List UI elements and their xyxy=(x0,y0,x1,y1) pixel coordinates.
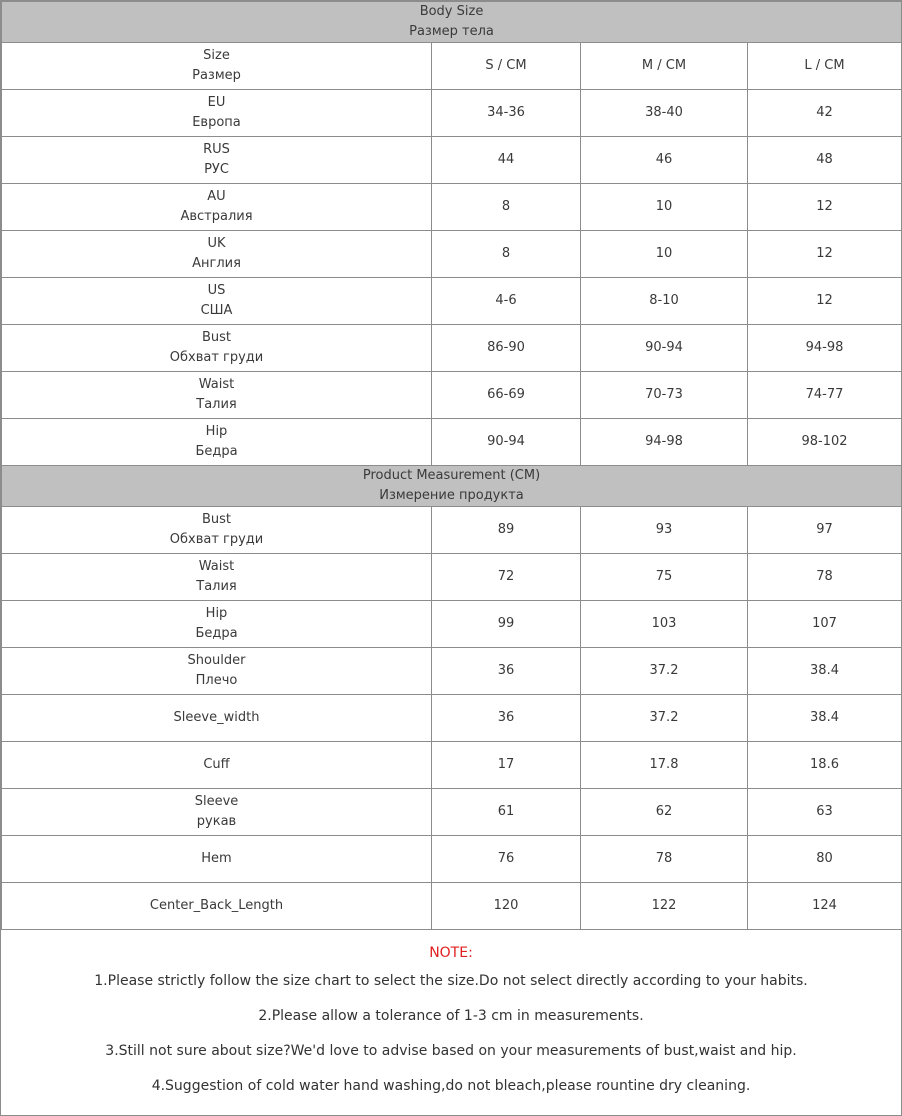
body-size-title: Body Size xyxy=(419,4,484,19)
cell-value-m: 103 xyxy=(581,601,748,648)
cell-value-s: 17 xyxy=(432,742,581,789)
table-row xyxy=(2,372,902,419)
cell-value-s: 44 xyxy=(432,137,581,184)
row-label: Waist xyxy=(198,559,235,574)
product-measurement-header xyxy=(2,466,902,507)
cell-value-m: 93 xyxy=(581,507,748,554)
cell-value-m: 10 xyxy=(581,231,748,278)
row-label: UK xyxy=(207,236,226,251)
cell-value-s: 76 xyxy=(432,836,581,883)
column-header-s: S / CM xyxy=(432,43,581,90)
table-row xyxy=(2,789,902,836)
table-row xyxy=(2,231,902,278)
table-row xyxy=(2,601,902,648)
cell-value-m: 37.2 xyxy=(581,695,748,742)
cell-value-l: 42 xyxy=(748,90,902,137)
product-row-label-cell xyxy=(2,695,432,742)
product-row-label-cell xyxy=(2,789,432,836)
table-row xyxy=(2,695,902,742)
row-label: AU xyxy=(207,189,226,204)
product-row-label-cell xyxy=(2,554,432,601)
table-row xyxy=(2,325,902,372)
product-row-label-cell xyxy=(2,507,432,554)
cell-value-l: 124 xyxy=(748,883,902,930)
body-size-row-label-cell xyxy=(2,137,432,184)
row-label-ru: Бедра xyxy=(195,626,238,641)
cell-value-m: 90-94 xyxy=(581,325,748,372)
row-label: Center_Back_Length xyxy=(149,898,284,913)
body-size-header xyxy=(2,2,902,43)
row-label-ru: Европа xyxy=(192,115,241,130)
cell-value-m: 122 xyxy=(581,883,748,930)
row-label: Cuff xyxy=(203,757,230,772)
cell-value-l: 78 xyxy=(748,554,902,601)
cell-value-m: 37.2 xyxy=(581,648,748,695)
row-label-ru: Бедра xyxy=(195,444,238,459)
table-row xyxy=(2,507,902,554)
table-row xyxy=(2,90,902,137)
cell-value-l: 18.6 xyxy=(748,742,902,789)
row-label: EU xyxy=(207,95,226,110)
cell-value-l: 80 xyxy=(748,836,902,883)
row-label: Bust xyxy=(201,512,232,527)
note-line-4: 4.Suggestion of cold water hand washing,do not bleach,please rountine dry cleaning. xyxy=(151,1078,751,1094)
cell-value-l: 48 xyxy=(748,137,902,184)
body-size-row-label-cell xyxy=(2,90,432,137)
cell-value-s: 66-69 xyxy=(432,372,581,419)
row-label: Hip xyxy=(205,606,228,621)
row-label: Hem xyxy=(201,851,232,866)
cell-value-s: 8 xyxy=(432,231,581,278)
product-measurement-title-ru: Измерение продукта xyxy=(379,488,524,503)
cell-value-l: 12 xyxy=(748,231,902,278)
cell-value-s: 36 xyxy=(432,648,581,695)
table-row xyxy=(2,554,902,601)
row-label-ru: Плечо xyxy=(195,673,238,688)
note-line-3: 3.Still not sure about size?We'd love to advise based on your measurements of bust,waist and hip. xyxy=(105,1043,797,1059)
row-label-ru: Англия xyxy=(192,256,241,271)
table-row xyxy=(2,137,902,184)
table-row xyxy=(2,836,902,883)
cell-value-s: 36 xyxy=(432,695,581,742)
size-header-label: Size xyxy=(203,48,230,63)
row-label-ru: Обхват груди xyxy=(169,532,264,547)
cell-value-m: 38-40 xyxy=(581,90,748,137)
note-line-2: 2.Please allow a tolerance of 1-3 cm in measurements. xyxy=(258,1008,644,1024)
cell-value-s: 8 xyxy=(432,184,581,231)
cell-value-m: 46 xyxy=(581,137,748,184)
table-row xyxy=(2,184,902,231)
cell-value-l: 38.4 xyxy=(748,695,902,742)
row-label-ru: Талия xyxy=(196,579,237,594)
product-row-label-cell xyxy=(2,601,432,648)
product-measurement-title: Product Measurement (CM) xyxy=(362,468,541,483)
table-row xyxy=(2,419,902,466)
table-row xyxy=(2,648,902,695)
cell-value-m: 10 xyxy=(581,184,748,231)
cell-value-m: 78 xyxy=(581,836,748,883)
cell-value-m: 94-98 xyxy=(581,419,748,466)
cell-value-l: 74-77 xyxy=(748,372,902,419)
cell-value-l: 63 xyxy=(748,789,902,836)
product-row-label-cell xyxy=(2,742,432,789)
size-header-label-cell xyxy=(2,43,432,90)
column-header-l: L / CM xyxy=(748,43,902,90)
row-label: Hip xyxy=(205,424,228,439)
product-row-label-cell xyxy=(2,836,432,883)
cell-value-m: 8-10 xyxy=(581,278,748,325)
row-label-ru: Обхват груди xyxy=(169,350,264,365)
cell-value-l: 98-102 xyxy=(748,419,902,466)
row-label: Sleeve xyxy=(194,794,239,809)
cell-value-s: 34-36 xyxy=(432,90,581,137)
product-row-label-cell xyxy=(2,883,432,930)
size-column-header-row xyxy=(2,43,902,90)
note-title: NOTE: xyxy=(429,945,473,961)
table-row xyxy=(2,742,902,789)
cell-value-s: 99 xyxy=(432,601,581,648)
body-size-row-label-cell xyxy=(2,278,432,325)
cell-value-l: 12 xyxy=(748,184,902,231)
row-label-ru: США xyxy=(200,303,233,318)
row-label-ru: рукав xyxy=(196,814,237,829)
cell-value-l: 12 xyxy=(748,278,902,325)
row-label-ru: Австралия xyxy=(180,209,253,224)
body-size-row-label-cell xyxy=(2,231,432,278)
column-header-m: M / CM xyxy=(581,43,748,90)
row-label: RUS xyxy=(203,142,230,157)
cell-value-l: 94-98 xyxy=(748,325,902,372)
cell-value-m: 75 xyxy=(581,554,748,601)
row-label-ru: Талия xyxy=(196,397,237,412)
cell-value-s: 89 xyxy=(432,507,581,554)
table-row xyxy=(2,883,902,930)
cell-value-s: 72 xyxy=(432,554,581,601)
body-size-row-label-cell xyxy=(2,419,432,466)
cell-value-m: 70-73 xyxy=(581,372,748,419)
table-row xyxy=(2,278,902,325)
note-line-1: 1.Please strictly follow the size chart to select the size.Do not select directly according to your habits. xyxy=(94,973,808,989)
row-label-ru: РУС xyxy=(204,162,229,177)
size-table xyxy=(1,1,902,930)
row-label: Sleeve_width xyxy=(173,710,260,725)
cell-value-s: 120 xyxy=(432,883,581,930)
cell-value-s: 61 xyxy=(432,789,581,836)
row-label: US xyxy=(207,283,226,298)
size-header-label-ru: Размер xyxy=(192,68,241,83)
cell-value-s: 86-90 xyxy=(432,325,581,372)
row-label: Shoulder xyxy=(187,653,246,668)
cell-value-l: 97 xyxy=(748,507,902,554)
row-label: Waist xyxy=(198,377,235,392)
cell-value-l: 38.4 xyxy=(748,648,902,695)
body-size-row-label-cell xyxy=(2,184,432,231)
cell-value-l: 107 xyxy=(748,601,902,648)
cell-value-m: 17.8 xyxy=(581,742,748,789)
body-size-row-label-cell xyxy=(2,372,432,419)
cell-value-s: 90-94 xyxy=(432,419,581,466)
notes-section xyxy=(1,930,901,1116)
row-label: Bust xyxy=(201,330,232,345)
body-size-row-label-cell xyxy=(2,325,432,372)
body-size-title-ru: Размер тела xyxy=(409,24,494,39)
cell-value-m: 62 xyxy=(581,789,748,836)
product-row-label-cell xyxy=(2,648,432,695)
cell-value-s: 4-6 xyxy=(432,278,581,325)
